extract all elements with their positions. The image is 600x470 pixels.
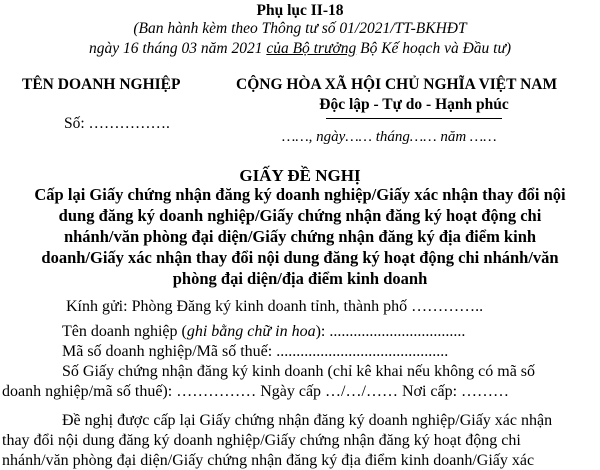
- request-line-3: nhánh/văn phòng đại diện/Giấy chứng nhận đăng ký địa điểm kinh doanh/Giấy xác: [2, 452, 535, 469]
- issued-authority: của Bộ trưởng: [266, 40, 357, 57]
- business-reg-line-2: doanh nghiệp/mã số thuế): …………… Ngày cấp …/…/…… Nơi cấp: ………: [2, 383, 510, 400]
- company-name-label: TÊN DOANH NGHIỆP: [22, 76, 181, 93]
- request-line-2: thay đổi nội dung đăng ký doanh nghiệp/Giấy chứng nhận đăng ký hoạt động chi: [2, 432, 521, 449]
- issued-date: ngày 16 tháng 03 năm 2021: [88, 40, 267, 57]
- company-name-hint: ghi bằng chữ in hoa: [186, 323, 316, 340]
- form-subtitle-line: nhánh/văn phòng đại diện/Giấy chứng nhận đăng ký địa điểm kinh: [63, 227, 537, 246]
- company-name-label-start: Tên doanh nghiệp (: [62, 323, 187, 340]
- form-subtitle-line: phòng đại diện/địa điểm kinh doanh: [172, 269, 428, 288]
- form-subtitle-line: Cấp lại Giấy chứng nhận đăng ký doanh nghiệp/Giấy xác nhận thay đổi nội: [34, 185, 566, 204]
- date-line: ……, ngày…… tháng…… năm ……: [282, 129, 497, 145]
- issued-ministry: Bộ Kế hoạch và Đầu tư): [356, 40, 512, 57]
- tax-code-line: Mã số doanh nghiệp/Mã số thuế: ...........................................: [62, 343, 449, 360]
- request-line-1: Đề nghị được cấp lại Giấy chứng nhận đăng ký doanh nghiệp/Giấy xác nhận: [62, 412, 553, 429]
- motto-underline: [326, 118, 502, 119]
- issued-line-2: [0, 40, 600, 58]
- business-reg-line-1: Số Giấy chứng nhận đăng ký kinh doanh (chỉ kê khai nếu không có mã số: [62, 363, 536, 380]
- form-subtitle-line: doanh/Giấy xác nhận thay đổi nội dung đăng ký hoạt động chi nhánh/văn: [41, 248, 559, 267]
- document-number: Số: …………….: [64, 115, 170, 132]
- appendix-title: Phụ lục II-18: [256, 2, 344, 19]
- motto: Độc lập - Tự do - Hạnh phúc: [319, 96, 509, 113]
- recipient-line: Kính gửi: Phòng Đăng ký kinh doanh tỉnh, thành phố …………..: [66, 298, 484, 315]
- company-name-dots: ): ..................................: [315, 323, 466, 340]
- form-subtitle-line: dung đăng ký doanh nghiệp/Giấy chứng nhận đăng ký hoạt động chi: [58, 206, 542, 225]
- issued-line-1: (Ban hành kèm theo Thông tư số 01/2021/TT-BKHĐT: [133, 20, 467, 37]
- republic-heading: CỘNG HÒA XÃ HỘI CHỦ NGHĨA VIỆT NAM: [236, 76, 558, 93]
- company-name-line: [62, 323, 465, 341]
- form-title: GIẤY ĐỀ NGHỊ: [239, 166, 361, 185]
